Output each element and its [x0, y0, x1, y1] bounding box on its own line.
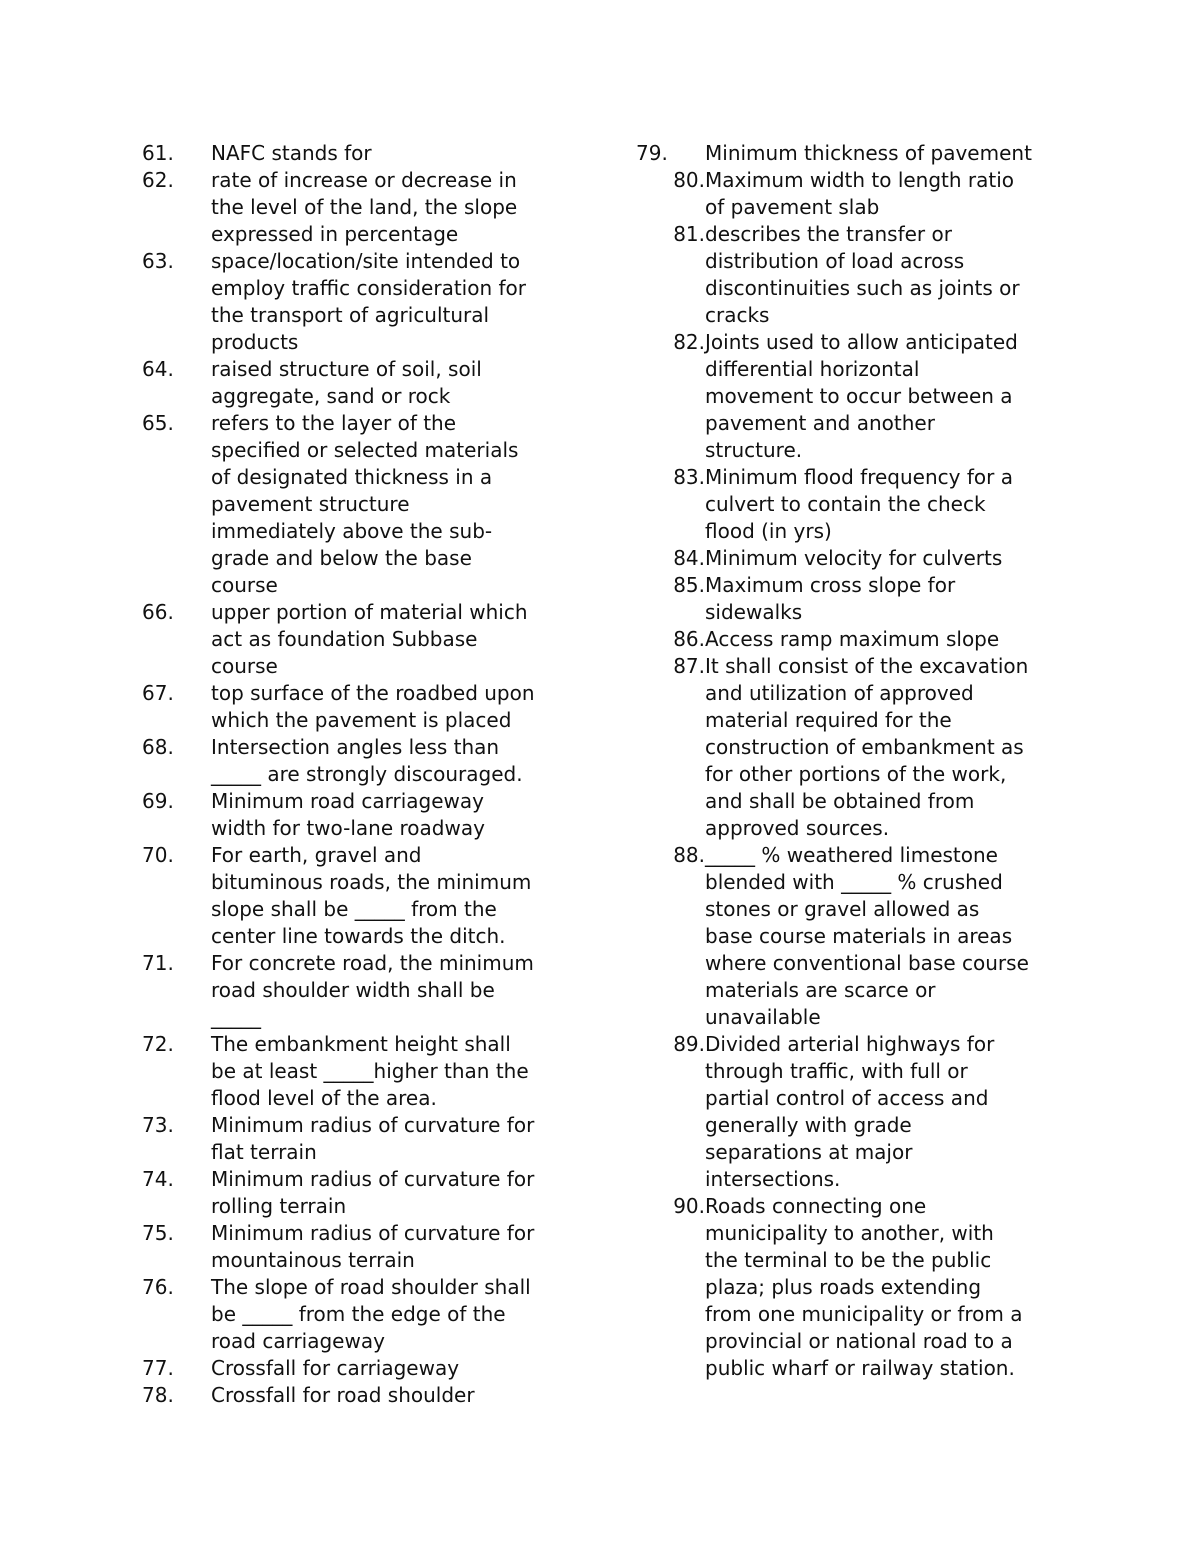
- item-number: 82.: [673, 330, 705, 354]
- list-item: [142, 1355, 582, 1382]
- list-item: [142, 950, 582, 1031]
- item-number: 67.: [142, 681, 174, 705]
- list-item: [142, 842, 582, 950]
- item-number: 61.: [142, 141, 174, 165]
- item-number: 68.: [142, 735, 174, 759]
- list-item: [636, 545, 1076, 572]
- list-item: [142, 1382, 582, 1409]
- list-item: [636, 842, 1076, 1031]
- item-text: Access ramp maximum slope: [705, 627, 1000, 651]
- list-item: [142, 1274, 582, 1355]
- item-number: 71.: [142, 951, 174, 975]
- item-text: raised structure of soil, soil aggregate, sand or rock: [211, 357, 482, 408]
- item-number: 87.: [673, 654, 705, 678]
- item-text: Maximum width to length ratio of pavement slab: [705, 168, 1015, 219]
- list-item: [636, 653, 1076, 842]
- list-item: [636, 167, 1076, 221]
- item-number: 80.: [673, 168, 705, 192]
- list-item: [142, 599, 582, 680]
- item-text: Roads connecting one municipality to another, with the terminal to be the public plaza; plus roads extending from one municipality or from a provincial or national road to a public wharf or railway station.: [705, 1194, 1023, 1380]
- item-text: It shall consist of the excavation and utilization of approved material required for the construction of embankment as for other portions of the work, and shall be obtained from approved sources.: [705, 654, 1029, 840]
- list-item: [636, 140, 1076, 167]
- item-number: 72.: [142, 1032, 174, 1056]
- list-item: [142, 140, 582, 167]
- item-text: Minimum radius of curvature for mountainous terrain: [211, 1221, 535, 1272]
- item-number: 63.: [142, 249, 174, 273]
- item-text: For concrete road, the minimum road shoulder width shall be _____: [211, 951, 534, 1029]
- list-item: [142, 788, 582, 842]
- item-number: 85.: [673, 573, 705, 597]
- list-item: [142, 248, 582, 356]
- item-number: 70.: [142, 843, 174, 867]
- list-item: [142, 1220, 582, 1274]
- list-item: [636, 329, 1076, 464]
- list-item: [142, 356, 582, 410]
- item-text: Crossfall for road shoulder: [211, 1383, 475, 1407]
- item-number: 64.: [142, 357, 174, 381]
- item-number: 78.: [142, 1383, 174, 1407]
- list-item: [142, 1031, 582, 1112]
- item-number: 75.: [142, 1221, 174, 1245]
- list-item: [142, 1166, 582, 1220]
- item-number: 74.: [142, 1167, 174, 1191]
- item-text: rate of increase or decrease in the level of the land, the slope expressed in percentage: [211, 168, 518, 246]
- item-text: upper portion of material which act as foundation Subbase course: [211, 600, 528, 678]
- left-column: [142, 140, 582, 1409]
- list-item: [636, 572, 1076, 626]
- list-item: [636, 464, 1076, 545]
- item-number: 86.: [673, 627, 705, 651]
- item-number: 76.: [142, 1275, 174, 1299]
- item-number: 81.: [673, 222, 705, 246]
- item-number: 66.: [142, 600, 174, 624]
- item-text: top surface of the roadbed upon which the pavement is placed: [211, 681, 535, 732]
- list-item: [142, 410, 582, 599]
- item-text: The embankment height shall be at least _____higher than the flood level of the area.: [211, 1032, 529, 1110]
- item-number: 77.: [142, 1356, 174, 1380]
- list-item: [636, 221, 1076, 329]
- list-item: [142, 1112, 582, 1166]
- list-item: [142, 734, 582, 788]
- item-text: space/location/site intended to employ traffic consideration for the transport of agricultural products: [211, 249, 527, 354]
- list-item: [636, 1031, 1076, 1193]
- item-number: 69.: [142, 789, 174, 813]
- item-text: Intersection angles less than _____ are strongly discouraged.: [211, 735, 523, 786]
- item-number: 79.: [636, 141, 668, 165]
- item-number: 73.: [142, 1113, 174, 1137]
- item-number: 65.: [142, 411, 174, 435]
- item-number: 84.: [673, 546, 705, 570]
- item-text: Minimum velocity for culverts: [705, 546, 1003, 570]
- item-number: 88.: [673, 843, 705, 867]
- item-text: Joints used to allow anticipated differential horizontal movement to occur between a pavement and another structure.: [705, 330, 1018, 462]
- item-number: 83.: [673, 465, 705, 489]
- item-text: Divided arterial highways for through traffic, with full or partial control of access and generally with grade separations at major intersections.: [705, 1032, 995, 1191]
- item-text: Minimum radius of curvature for flat terrain: [211, 1113, 535, 1164]
- item-text: Crossfall for carriageway: [211, 1356, 460, 1380]
- item-text: For earth, gravel and bituminous roads, the minimum slope shall be _____ from the center line towards the ditch.: [211, 843, 532, 948]
- list-item: [636, 1193, 1076, 1382]
- item-number: 89.: [673, 1032, 705, 1056]
- right-column: [636, 140, 1076, 1382]
- list-item: [142, 167, 582, 248]
- item-text: Minimum flood frequency for a culvert to contain the check flood (in yrs): [705, 465, 1013, 543]
- list-item: [636, 626, 1076, 653]
- item-number: 62.: [142, 168, 174, 192]
- item-text: NAFC stands for: [211, 141, 372, 165]
- item-text: _____ % weathered limestone blended with _____ % crushed stones or gravel allowed as base course materials in areas where conventional base course materials are scarce or unavailable: [705, 843, 1029, 1029]
- item-text: refers to the layer of the specified or selected materials of designated thickness in a pavement structure immediately above the sub- grade and below the base course: [211, 411, 519, 597]
- item-text: The slope of road shoulder shall be _____ from the edge of the road carriageway: [211, 1275, 531, 1353]
- list-item: [142, 680, 582, 734]
- item-number: 90.: [673, 1194, 705, 1218]
- item-text: Maximum cross slope for sidewalks: [705, 573, 956, 624]
- item-text: Minimum thickness of pavement: [705, 141, 1032, 165]
- item-text: Minimum radius of curvature for rolling terrain: [211, 1167, 535, 1218]
- item-text: Minimum road carriageway width for two-lane roadway: [211, 789, 485, 840]
- item-text: describes the transfer or distribution of load across discontinuities such as joints or cracks: [705, 222, 1020, 327]
